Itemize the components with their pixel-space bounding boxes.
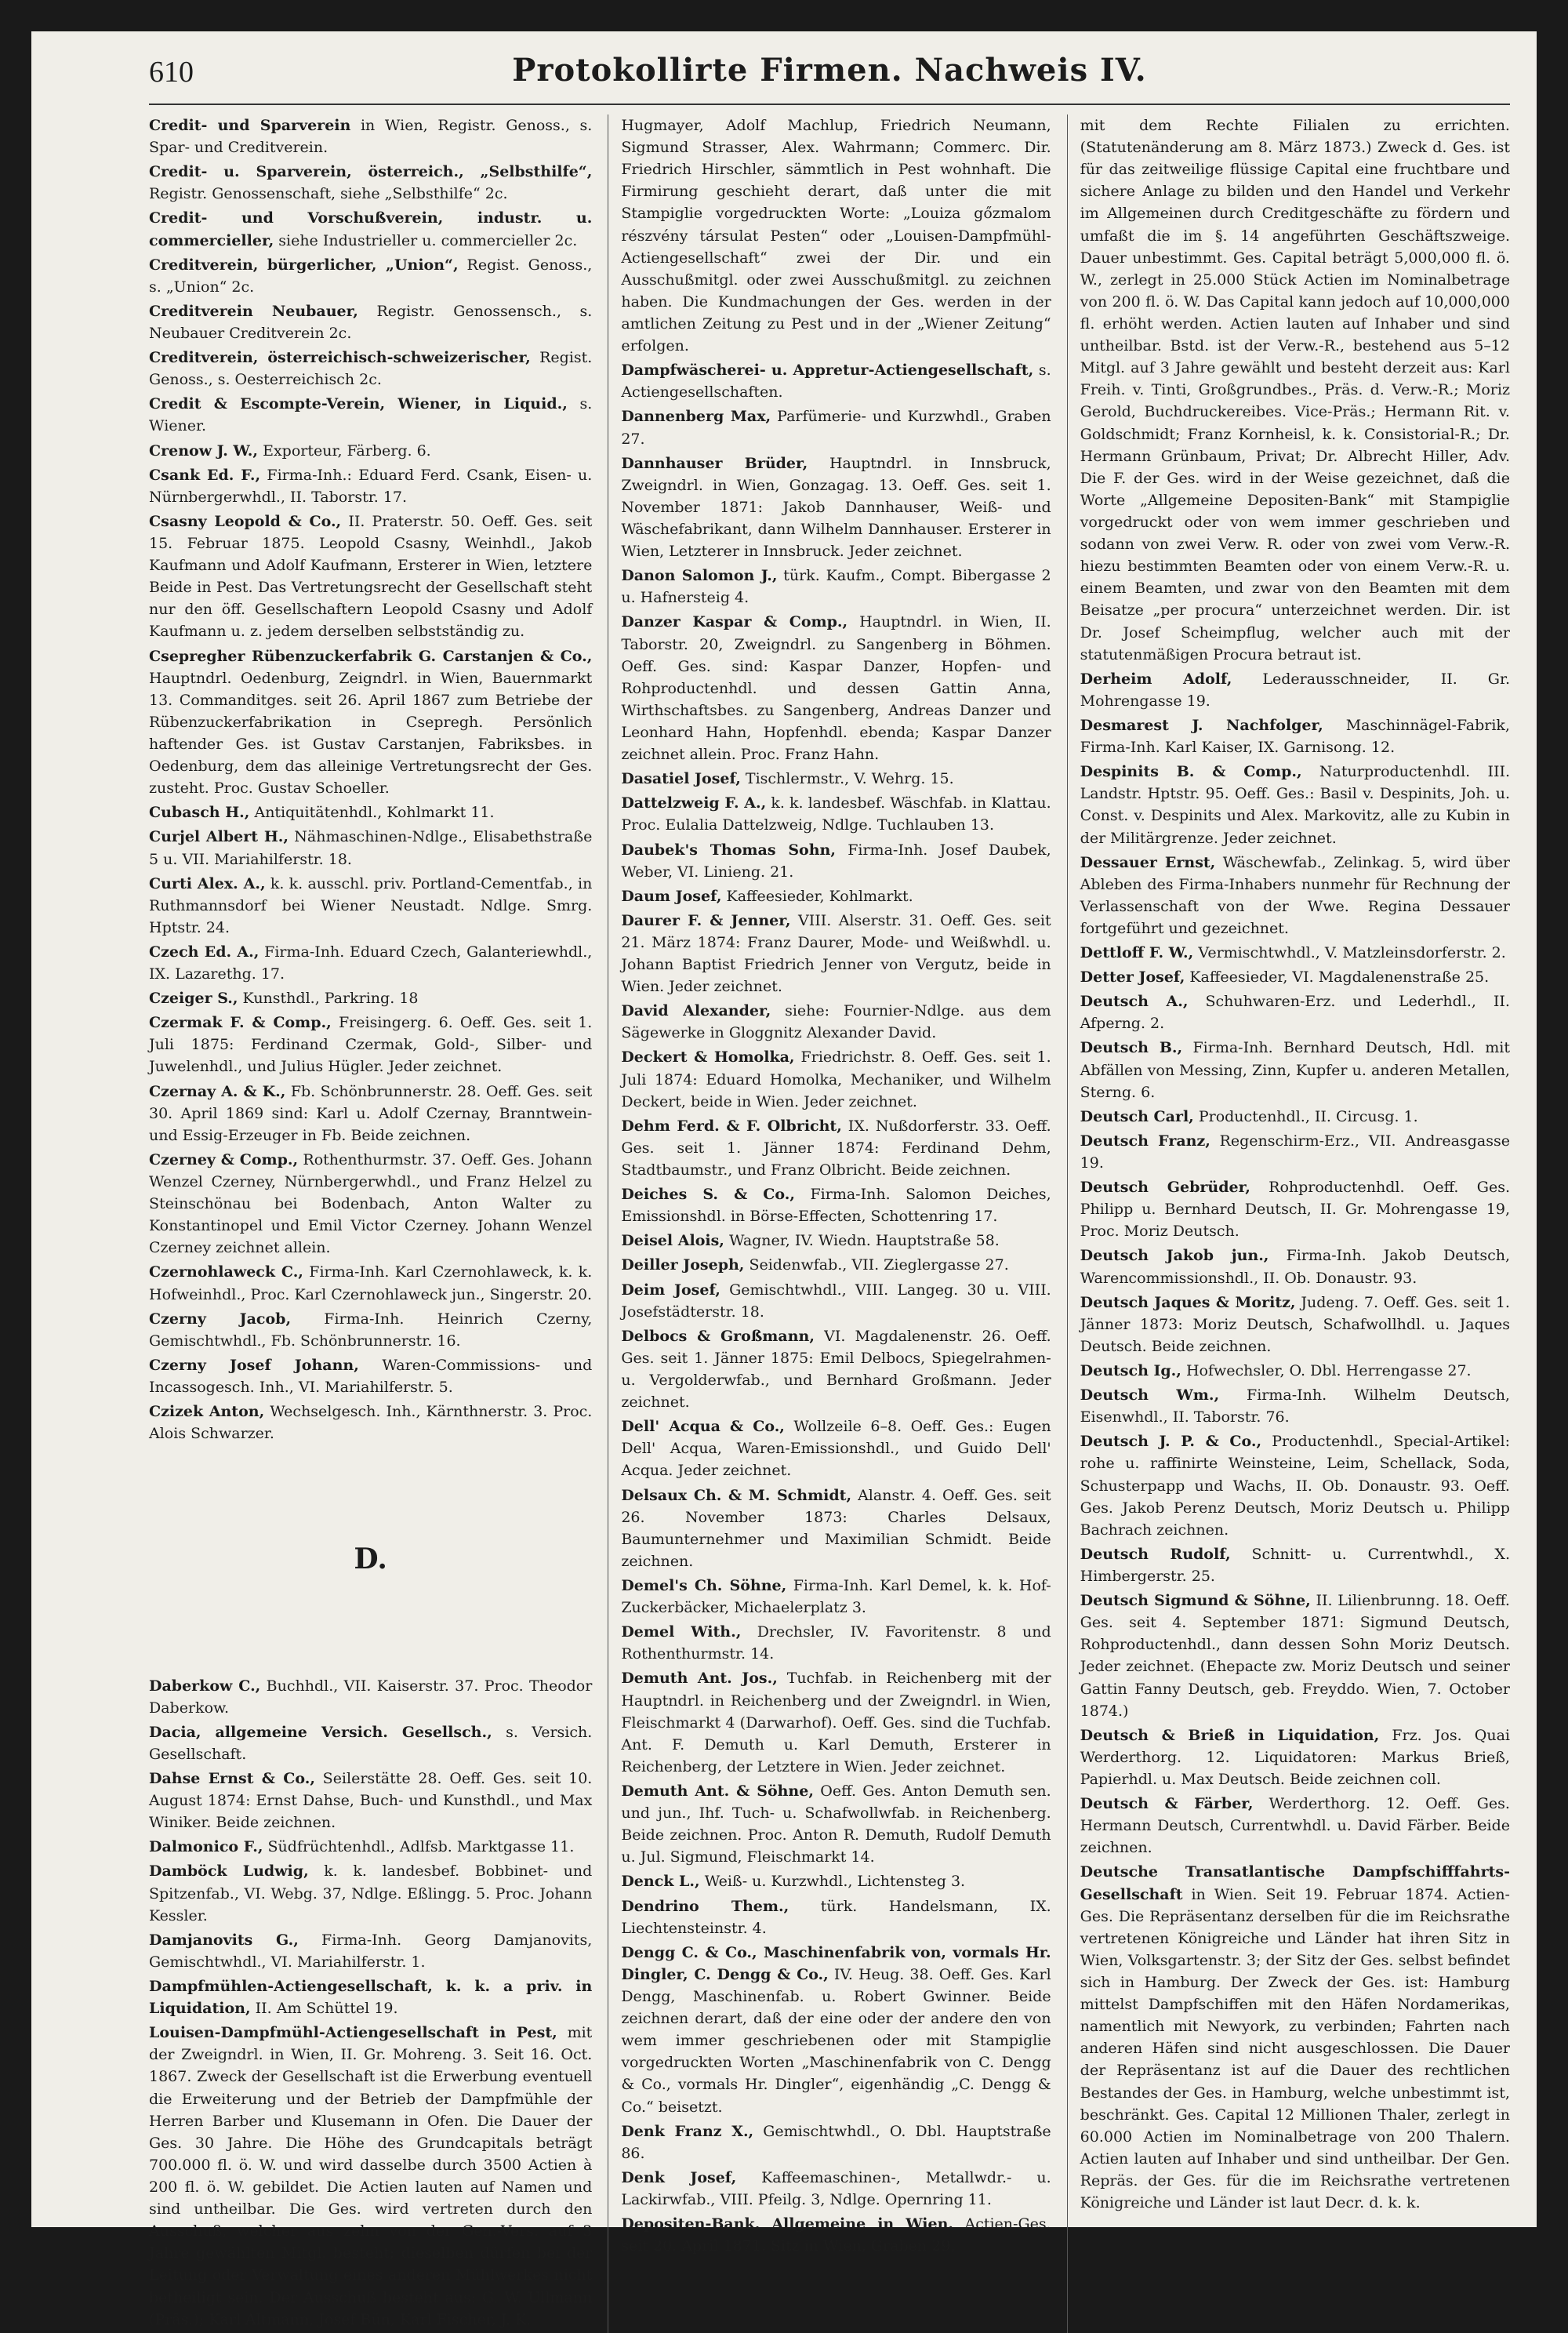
directory-entry (621, 910, 1051, 998)
entry-text: Tuchfab. in Reichenberg mit der Hauptndrl. in Reichenberg und der Zweigndrl. in Wien, Fleischmarkt 4 (Darwarhof). Oeff. Ges. sind die Tuchfab. Ant. F. Demuth u. Karl Demuth, Ersterer in Reichenberg, der Letztere in Wien. Jeder zeichnet. (621, 1670, 1051, 1775)
entry-text: Firma-Inh. Karl Demel, k. k. Hof-Zuckerbäcker, Michaelerplatz 3. (621, 1577, 1051, 1617)
directory-entry (149, 826, 592, 870)
entry-text: Buchhdl., VII. Kaiserstr. 37. Proc. Theodor Daberkow. (149, 1677, 593, 1717)
entry-firm-name: Deutsche Transatlantische Dampfschifffahrts-Gesellschaft (1080, 1863, 1510, 1903)
entry-firm-name: David Alexander, (621, 1002, 771, 1020)
entry-text: Kaffeesieder, VI. Magdalenenstraße 25. (1189, 968, 1490, 987)
directory-entry (1080, 668, 1510, 712)
entry-text: Parfümerie- und Kurzwhdl., Graben 27. (621, 408, 1051, 448)
entry-firm-name: Czech Ed. A., (149, 943, 260, 961)
entry-firm-name: Daubek's Thomas Sohn, (621, 841, 836, 859)
columns (149, 114, 1510, 2333)
directory-entry (149, 873, 592, 939)
entry-text: Antiquitätenhdl., Kohlmarkt 11. (254, 804, 495, 822)
directory-entry (621, 1942, 1051, 2118)
entry-firm-name: Curti Alex. A., (149, 874, 266, 892)
entry-firm-name: Daurer F. & Jenner, (621, 911, 791, 929)
entry-text: Productenhdl., II. Circusg. 1. (1198, 1107, 1418, 1125)
entry-firm-name: Dampfwäscherei- u. Appretur-Actiengesellschaft, (621, 362, 1034, 380)
entry-text: in Wien, Registr. Genoss., s. Spar- und Creditverein. (149, 117, 593, 157)
entry-firm-name: Credit- und Vorschußverein, industr. u. commercieller, (149, 209, 593, 249)
entry-firm-name: Czerny Josef Johann, (149, 1356, 359, 1374)
entry-text: Werderthorg. 12. Oeff. Ges. Hermann Deutsch, Currentwhdl. u. David Färber. Beide zeichnen. (1080, 1795, 1510, 1857)
entry-text: mit der Zweigndrl. in Wien, II. Gr. Mohreng. 3. Seit 16. Oct. 1867. Zweck der Gesellschaft ist die Erwerbung eventuell die Erweiterung und der Betrieb der Dampfmühle der Herren Barber und Klusemann in Ofen. Die Dauer der Ges. 30 Jahre. Die Höhe des Grundcapitals beträgt 700.000 fl. ö. W. und wird dasselbe durch 3500 Actien à 200 fl. ö. W. gebildet. Die Actien lauten auf Namen und sind untheilbar. Die Ges. wird vertreten durch den Ausschuß, welcher aus zehn von der Gen.-Vers. auf 3 Jahre gewählten Mitgl. besteht; dieselben dürfen bei der Leitung oder Verwaltung eines anderen Mühlwerkes nicht betheiligt sein. Der Ausschuß besteht aus: G. W. Ullmann (Präs.); Karl Altmann, Josef Bün, Karl Fischer, J. K. (149, 2024, 593, 2328)
directory-entry (621, 405, 1051, 449)
directory-entry (149, 941, 592, 985)
entry-text: Lederausschneider, II. Gr. Mohrengasse 19. (1080, 670, 1510, 710)
entry-text: Registr. Genossensch., s. Neubauer Creditverein 2c. (149, 302, 593, 342)
entry-firm-name: Creditverein, österreichisch-schweizerischer, (149, 349, 531, 367)
entry-firm-name: Dattelzweig F. A., (621, 794, 767, 812)
entry-firm-name: Daberkow C., (149, 1677, 261, 1695)
entry-firm-name: Dessauer Ernst, (1080, 853, 1216, 871)
entry-text: Friedrichstr. 8. Oeff. Ges. seit 1. Juli 1874: Eduard Homolka, Mechaniker, und Wilhelm Deckert, beide in Wien. Jeder zeichnet. (621, 1048, 1051, 1110)
directory-entry (621, 359, 1051, 403)
entry-firm-name: Deutsch B., (1080, 1039, 1183, 1057)
directory-entry (621, 839, 1051, 883)
directory-entry (149, 393, 592, 437)
directory-entry (1080, 1590, 1510, 1722)
entry-text: Weiß- u. Kurzwhdl., Lichtensteg 3. (704, 1873, 966, 1891)
entry-firm-name: Deutsch J. P. & Co., (1080, 1433, 1262, 1451)
entry-text: Schuhwaren-Erz. und Lederhdl., II. Afperng. 2. (1080, 993, 1510, 1033)
entry-text: Firma-Inh. Karl Czernohlaweck, k. k. Hofweinhdl., Proc. Karl Czernohlaweck jun., Singerstr. 20. (149, 1263, 593, 1303)
column-2 (608, 114, 1051, 2333)
directory-entry (621, 1046, 1051, 1112)
directory-entry (1080, 1176, 1510, 1242)
directory-entry (621, 792, 1051, 836)
directory-entry (621, 1895, 1051, 1939)
entry-firm-name: Derheim Adolf, (1080, 670, 1232, 688)
directory-entry (149, 1308, 592, 1352)
entry-text: Exporteur, Färberg. 6. (263, 442, 431, 460)
directory-entry (1080, 1360, 1510, 1382)
entry-firm-name: Deutsch & Brieß in Liquidation, (1080, 1726, 1380, 1744)
directory-entry (149, 987, 592, 1009)
directory-entry (621, 452, 1051, 563)
entry-text: Judeng. 7. Oeff. Ges. seit 1. Jänner 1873: Moriz Deutsch, Schafwollhdl. u. Jaques Deutsch. Beide zeichnen. (1080, 1293, 1510, 1355)
entry-firm-name: Depositen-Bank, Allgemeine in Wien. (621, 2215, 954, 2233)
entry-text: Productenhdl., Special-Artikel: rohe u. raffinirte Weinsteine, Leim, Schellack, Soda, Schusterpapp und Wachs, II. Ob. Donaustr. 93. Oeff. Ges. Jakob Perenz Deutsch, Moriz Deutsch u. Philipp Bachrach zeichnen. (1080, 1433, 1510, 1539)
column-3 (1067, 114, 1510, 2333)
entry-text: Seilerstätte 28. Oeff. Ges. seit 10. August 1874: Ernst Dahse, Buch- und Kunsthdl., und Max Winiker. Beide zeichnen. (149, 1770, 593, 1832)
entry-text: Drechsler, IV. Favoritenstr. 8 und Rothenthurmstr. 14. (621, 1623, 1051, 1663)
directory-entry (1080, 966, 1510, 988)
entry-firm-name: Deutsch Ig., (1080, 1362, 1181, 1380)
entry-firm-name: Damjanovits G., (149, 1931, 299, 1949)
directory-entry (1080, 852, 1510, 939)
entry-text: Firma-Inh. Josef Daubek, Weber, VI. Linieng. 21. (621, 841, 1051, 881)
entry-text: Alanstr. 4. Oeff. Ges. seit 26. November 1873: Charles Delsaux, Baumunternehmer und Maximilian Schmidt. Beide zeichnen. (621, 1486, 1051, 1570)
entry-text: Actien-Ges. seit 20. April 1871. Sitz in Wien, Graben 29, (621, 2215, 1051, 2255)
entry-firm-name: Detter Josef, (1080, 968, 1185, 987)
entry-firm-name: Deutsch Franz, (1080, 1132, 1210, 1150)
page-title: Protokollirte Firmen. Nachweis IV. (512, 52, 1147, 89)
directory-entry (621, 1575, 1051, 1619)
directory-entry (149, 464, 592, 508)
directory-entry (1080, 1292, 1510, 1357)
entry-firm-name: Dengg C. & Co., Maschinenfabrik von, vormals Hr. Dingler, C. Dengg & Co., (621, 1943, 1051, 1983)
entry-text: Rohproductenhdl. Oeff. Ges. Philipp u. Bernhard Deutsch, II. Gr. Mohrengasse 19, Proc. Moriz Deutsch. (1080, 1179, 1510, 1241)
directory-entry (621, 1667, 1051, 1778)
directory-entry (149, 511, 592, 643)
column-1 (149, 114, 592, 2333)
directory-entry (149, 1081, 592, 1147)
entry-text: Regenschirm-Erz., VII. Andreasgasse 19. (1080, 1132, 1510, 1172)
directory-entry (149, 2022, 592, 2331)
directory-entry (149, 1675, 592, 1719)
entry-firm-name: Demuth Ant. & Söhne, (621, 1782, 814, 1800)
entry-text: VI. Magdalenenstr. 26. Oeff. Ges. seit 1. Jänner 1875: Emil Delbocs, Spiegelrahmen- u. Vergolderwfab., und Bernhard Großmann. Jeder zeichnet. (621, 1327, 1051, 1412)
entry-text: Firma-Inh. Wilhelm Deutsch, Eisenwhdl., II. Taborstr. 76. (1080, 1386, 1510, 1426)
directory-entry (621, 2120, 1051, 2164)
directory-entry (149, 207, 592, 251)
entry-text: Wechselgesch. Inh., Kärnthnerstr. 3. Proc. Alois Schwarzer. (149, 1403, 593, 1443)
entry-firm-name: Creditverein Neubauer, (149, 302, 358, 320)
directory-entry (621, 611, 1051, 765)
entry-firm-name: Czernay A. & K., (149, 1082, 286, 1100)
entry-firm-name: Danzer Kaspar & Comp., (621, 613, 848, 631)
directory-entry (1080, 1861, 1510, 2214)
entry-firm-name: Deisel Alois, (621, 1232, 724, 1250)
entry-firm-name: Dacia, allgemeine Versich. Gesellsch., (149, 1723, 492, 1741)
entry-text: türk. Kaufm., Compt. Bibergasse 2 u. Hafnersteig 4. (621, 567, 1051, 607)
entry-text: Gemischtwhdl., O. Dbl. Hauptstraße 86. (621, 2122, 1051, 2162)
entry-text: Firma-Inh. Jakob Deutsch, Warencommissionshdl., II. Ob. Donaustr. 93. (1080, 1247, 1510, 1287)
entry-firm-name: Czerny Jacob, (149, 1310, 292, 1328)
directory-entry (149, 1768, 592, 1833)
entry-firm-name: Delbocs & Großmann, (621, 1327, 815, 1345)
directory-entry (621, 1183, 1051, 1227)
directory-entry (1080, 1793, 1510, 1859)
directory-entry (149, 254, 592, 298)
entry-firm-name: Demuth Ant. Jos., (621, 1670, 778, 1688)
entry-firm-name: Credit- und Sparverein (149, 117, 351, 134)
entry-firm-name: Deutsch Gebrüder, (1080, 1179, 1250, 1197)
directory-entry (149, 801, 592, 823)
entry-text: Gemischtwhdl., VIII. Langeg. 30 u. VIII. Josefstädterstr. 18. (621, 1281, 1051, 1321)
entry-text: Hugmayer, Adolf Machlup, Friedrich Neumann, Sigmund Strasser, Alex. Wahrmann; Commerc. Dir. Friedrich Hirschler, sämmtlich in Pest wohnhaft. Die Firmirung geschieht derart, daß unter die mit Stampiglie vorgedruckten Worte: „Louiza gőzmalom részvény társulat Pesten“ oder „Louisen-Dampfmühl-Actiengesellschaft“ zwei der Dir. und ein Ausschußmitgl. oder zwei Ausschußmitgl. zu zeichnen haben. Die Kundmachungen der Ges. werden in der amtlichen Zeitung zu Pest und in der „Wiener Zeitung“ erfolgen. (621, 117, 1051, 355)
entry-text: Firma-Inh. Eduard Czech, Galanteriewhdl., IX. Lazarethg. 17. (149, 943, 593, 983)
entry-text: Rothenthurmstr. 37. Oeff. Ges. Johann Wenzel Czerney, Nürnbergerwhdl., und Franz Helzel zu Steinschönau bei Bodenbach, Anton Walter zu Konstantinopel und Emil Victor Czerney. Johann Wenzel Czerney zeichnet allein. (149, 1150, 593, 1257)
entry-text: Firma-Inh. Salomon Deiches, Emissionshdl. in Börse-Effecten, Schottenring 17. (621, 1186, 1051, 1226)
directory-entry (149, 1401, 592, 1444)
entry-firm-name: Curjel Albert H., (149, 828, 289, 846)
entry-text: mit dem Rechte Filialen zu errichten. (Statutenänderung am 8. März 1873.) Zweck d. Ges. ist für das zeitweilige flüssige Capital eine fruchtbare und sichere Anlage zu bilden und den Handel und Verkehr im Allgemeinen durch Creditgeschäfte zu fördern und umfaßt die im §. 14 angeführten Geschäftszweige. Dauer unbestimmt. Ges. Capital beträgt 5,000,000 fl. ö. W., zerlegt in 25.000 Stück Actien im Nominalbetrage von 200 fl. ö. W. Das Capital kann jedoch auf 10,000,000 fl. erhöht werden. Actien lauten auf Inhaber und sind untheilbar. Bstd. ist der Verw.-R., bestehend aus 5–12 Mitgl. auf 3 Jahre gewählt und besteht derzeit aus: Karl Freih. v. Tinti, Großgrundbes., Präs. d. Verw.-R.; Moriz Gerold, Buchdruckereibes. Vice-Präs.; Hermann Rit. v. Goldschmidt; Franz Kornheisl, k. k. Consistorial-R.; Dr. Hermann Grünbaum, Privat; Dr. Albrecht Hiller, Adv. Die F. der Ges. wird in der Weise gezeichnet, daß die Worte „Allgemeine Depositen-Bank“ mit Stampiglie vorgedruckt oder von wem immer geschrieben und sodann von zwei Verw. R. oder von zwei vom Verw.-R. hiezu bestimmten Beamten oder von einem Verw.-R. u. einem Beamten, und zwar von den Beamten mit dem Beisatze „per procura“ unterzeichnet werden. Dir. ist Dr. Josef Scheimpflug, welcher auch mit der statutenmäßigen Procura betraut ist. (1080, 117, 1510, 663)
entry-firm-name: Denk Josef, (621, 2168, 737, 2186)
directory-entry (149, 114, 592, 158)
directory-entry (1080, 1384, 1510, 1428)
entry-text: Frz. Jos. Quai Werderthorg. 12. Liquidatoren: Markus Brieß, Papierhdl. u. Max Deutsch. Beide zeichnen coll. (1080, 1726, 1510, 1788)
directory-entry (149, 300, 592, 344)
entry-firm-name: Dahse Ernst & Co., (149, 1770, 315, 1788)
entry-text: Oeff. Ges. Anton Demuth sen. und jun., Ihf. Tuch- u. Schafwollwfab. in Reichenberg. Beide zeichnen. Proc. Anton R. Demuth, Rudolf Demuth u. Jul. Sigmund, Fleischmarkt 14. (621, 1782, 1051, 1866)
entry-firm-name: Deutsch Rudolf, (1080, 1545, 1231, 1563)
entry-firm-name: Cubasch H., (149, 804, 250, 822)
entry-text: Kunsthdl., Parkring. 18 (242, 990, 419, 1008)
directory-entry (621, 1115, 1051, 1181)
entry-text: Maschinnägel-Fabrik, Firma-Inh. Karl Kaiser, IX. Garnisong. 12. (1080, 716, 1510, 757)
entry-text: VIII. Alserstr. 31. Oeff. Ges. seit 21. März 1874: Franz Daurer, Mode- und Weißwhdl. u. Johann Baptist Friedrich Jenner von Vergutz, beide in Wien. Jeder zeichnet. (621, 911, 1051, 996)
directory-entry (149, 1354, 592, 1398)
entry-firm-name: Desmarest J. Nachfolger, (1080, 716, 1323, 734)
directory-entry (149, 440, 592, 462)
entry-firm-name: Deutsch Jakob jun., (1080, 1247, 1269, 1265)
directory-entry (149, 1929, 592, 1973)
entry-firm-name: Czizek Anton, (149, 1403, 265, 1421)
directory-entry (149, 161, 592, 205)
entry-text: Hauptndrl. Oedenburg, Zeigndrl. in Wien, Bauernmarkt 13. Commanditges. seit 26. April 1867 zum Betriebe der Rübenzuckerfabrikation in Csepregh. Persönlich haftender Ges. ist Gustav Carstanjen, Fabriksbes. in Oedenburg, dem das alleinige Vertretungsrecht der Ges. zusteht. Proc. Gustav Schoeller. (149, 669, 593, 798)
directory-entry (1080, 1106, 1510, 1128)
entry-firm-name: Csasny Leopold & Co., (149, 512, 342, 530)
entry-text: siehe: Fournier-Ndlge. aus dem Sägewerke in Gloggnitz Alexander David. (621, 1002, 1051, 1042)
entry-firm-name: Dasatiel Josef, (621, 770, 741, 788)
entry-text: Firma-Inh. Bernhard Deutsch, Hdl. mit Abfällen von Messing, Zinn, Kupfer u. anderen Metallen, Sterng. 6. (1080, 1039, 1510, 1101)
directory-entry (1080, 1037, 1510, 1103)
entry-text: Hauptndrl. in Innsbruck, Zweigndrl. in Wien, Gonzagag. 13. Oeff. Ges. seit 1. November 1871: Jakob Dannhauser, Weiß- und Wäschefabrikant, dann Wilhelm Dannhauser. Ersterer in Wien, Letzterer in Innsbruck. Jeder zeichnet. (621, 454, 1051, 561)
entry-text: II. Am Schüttel 19. (255, 2000, 398, 2018)
entry-text: II. Lilienbrunng. 18. Oeff. Ges. seit 4. September 1871: Sigmund Deutsch, Rohproductenhdl., dann dessen Sohn Moriz Deutsch. Jeder zeichnet. (Ehepacte zw. Moriz Deutsch und seiner Gattin Fanny Deutsch, geb. Freyddo. Wien, 7. October 1874.) (1080, 1592, 1510, 1720)
entry-firm-name: Creditverein, bürgerlicher, „Union“, (149, 256, 459, 274)
directory-entry (1080, 1430, 1510, 1541)
entry-firm-name: Deiller Joseph, (621, 1256, 745, 1274)
entry-firm-name: Delsaux Ch. & M. Schmidt, (621, 1486, 852, 1504)
directory-entry (621, 1415, 1051, 1481)
directory-entry (149, 1721, 592, 1765)
entry-text: Wäschewfab., Zelinkag. 5, wird über Ableben des Firma-Inhabers nunmehr für Rechnung der Verlassenschaft von der Wwe. Regina Dessauer fortgeführt und gezeichnet. (1080, 853, 1510, 937)
entry-firm-name: Deiches S. & Co., (621, 1186, 795, 1204)
entry-text: in Wien. Seit 19. Februar 1874. Actien-Ges. Die Repräsentanz derselben für die im Reichsrathe vertretenen Königreiche und Länder hat ihren Sitz in Wien, Volksgartenstr. 3; der Sitz der Ges. selbst befindet sich in Hamburg. Der Zweck der Ges. ist: Hamburg mittelst Dampfschiffen mit den Häfen Nordamerikas, namentlich mit Newyork, zu verbinden; Fahrten nach anderen Häfen sind nicht ausgeschlossen. Die Dauer der Repräsentanz ist auf die Dauer des rechtlichen Bestandes der Ges. in Hamburg, welche unbestimmt ist, beschränkt. Ges. Capital 12 Millionen Thaler, zerlegt in 60.000 Actien im Nominalbetrage von 200 Thalern. Actien lauten auf Inhaber und sind untheilbar. Der Gen. Repräs. der Ges. für die im Reichsrathe vertretenen Königreiche und Länder ist laut Decr. d. k. k. (1080, 1885, 1510, 2212)
directory-entry (621, 1230, 1051, 1252)
entry-firm-name: Damböck Ludwig, (149, 1862, 309, 1881)
directory-entry (1080, 114, 1510, 666)
entry-firm-name: Deutsch A., (1080, 993, 1189, 1011)
entry-firm-name: Dannhauser Brüder, (621, 454, 808, 472)
directory-entry (621, 1870, 1051, 1892)
directory-entry (1080, 1724, 1510, 1790)
entry-firm-name: Credit- u. Sparverein, österreich., „Selbsthilfe“, (149, 163, 593, 181)
entry-firm-name: Czeiger S., (149, 990, 238, 1008)
directory-entry (621, 1484, 1051, 1572)
entry-firm-name: Denk Franz X., (621, 2122, 754, 2140)
entry-text: Wagner, IV. Wiedn. Hauptstraße 58. (728, 1232, 1000, 1250)
entry-text: Nähmaschinen-Ndlge., Elisabethstraße 5 u. VII. Mariahilferstr. 18. (149, 828, 593, 868)
entry-firm-name: Czerney & Comp., (149, 1150, 299, 1168)
directory-entry (1080, 990, 1510, 1034)
entry-text: Firma-Inh.: Eduard Ferd. Csank, Eisen- u. Nürnbergerwhdl., II. Taborstr. 17. (149, 466, 593, 506)
directory-entry (621, 1780, 1051, 1868)
directory-entry (1080, 1130, 1510, 1174)
directory-entry (149, 645, 592, 800)
entry-text: Firma-Inh. Heinrich Czerny, Gemischtwhdl., Fb. Schönbrunnerstr. 16. (149, 1310, 593, 1350)
entry-text: Wollzeile 6–8. Oeff. Ges.: Eugen Dell' Acqua, Waren-Emissionshdl., und Guido Dell' Acqua. Jeder zeichnet. (621, 1418, 1051, 1480)
entry-firm-name: Credit & Escompte-Verein, Wiener, in Liquid., (149, 395, 568, 413)
directory-entry (1080, 1245, 1510, 1288)
entry-firm-name: Csepregher Rübenzuckerfabrik G. Carstanjen & Co., (149, 647, 593, 665)
directory-entry (149, 1149, 592, 1259)
directory-entry (621, 1621, 1051, 1665)
entry-text: türk. Handelsmann, IX. Liechtensteinstr. 4. (621, 1897, 1051, 1937)
entry-firm-name: Dannenberg Max, (621, 408, 771, 426)
entry-text: k. k. landesbef. Wäschfab. in Klattau. Proc. Eulalia Dattelzweig, Ndlge. Tuchlauben 13. (621, 794, 1051, 834)
entry-firm-name: Dettloff F. W., (1080, 944, 1194, 962)
directory-entry (149, 1836, 592, 1858)
entry-firm-name: Danon Salomon J., (621, 567, 778, 585)
entry-text: Registr. Genossenschaft, siehe „Selbsthilfe“ 2c. (149, 185, 508, 203)
entry-firm-name: Deutsch & Färber, (1080, 1795, 1254, 1813)
entry-text: k. k. landesbef. Bobbinet- und Spitzenfab., VI. Webg. 37, Ndlge. Eßlingg. 5. Proc. Johann Kessler. (149, 1862, 593, 1924)
entry-firm-name: Dell' Acqua & Co., (621, 1418, 785, 1436)
entry-firm-name: Dampfmühlen-Actiengesellschaft, k. k. a priv. in Liquidation, (149, 1978, 593, 2018)
entry-text: Schnitt- u. Currentwhdl., X. Himbergerstr. 25. (1080, 1545, 1510, 1585)
directory-entry (1080, 942, 1510, 964)
directory-entry (621, 1279, 1051, 1323)
directory-entry (1080, 714, 1510, 758)
entry-text: Tischlermstr., V. Wehrg. 15. (745, 770, 954, 788)
entry-text: Hofwechsler, O. Dbl. Herrengasse 27. (1185, 1362, 1472, 1380)
entry-text: Südfrüchtenhdl., Adlfsb. Marktgasse 11. (267, 1838, 575, 1856)
entry-text: Kaffeemaschinen-, Metallwdr.- u. Lackirwfab., VIII. Pfeilg. 3, Ndlge. Opernring 11. (621, 2168, 1051, 2208)
directory-entry (149, 1975, 592, 2019)
entry-firm-name: Louisen-Dampfmühl-Actiengesellschaft in Pest, (149, 2024, 557, 2042)
entry-firm-name: Deutsch Jaques & Moritz, (1080, 1293, 1296, 1311)
entry-firm-name: Deckert & Homolka, (621, 1048, 795, 1067)
directory-entry (621, 114, 1051, 357)
entry-text: Vermischtwhdl., V. Matzleinsdorferstr. 2. (1198, 944, 1506, 962)
page-number: 610 (149, 56, 194, 89)
entry-firm-name: Crenow J. W., (149, 442, 259, 460)
entry-text: IX. Nußdorferstr. 33. Oeff. Ges. seit 1. Jänner 1874: Ferdinand Dehm, Stadtbaumstr., und Franz Olbricht. Beide zeichnen. (621, 1117, 1051, 1179)
directory-entry (621, 2167, 1051, 2211)
entry-firm-name: Denck L., (621, 1873, 700, 1891)
directory-entry (1080, 1543, 1510, 1587)
directory-entry (621, 768, 1051, 790)
entry-firm-name: Dehm Ferd. & F. Olbricht, (621, 1117, 842, 1135)
entry-text: Kaffeesieder, Kohlmarkt. (726, 887, 913, 905)
entry-firm-name: Deutsch Carl, (1080, 1107, 1194, 1125)
directory-entry (149, 1860, 592, 1926)
directory-entry (621, 1254, 1051, 1276)
entry-firm-name: Daum Josef, (621, 887, 722, 905)
entry-firm-name: Demel's Ch. Söhne, (621, 1577, 787, 1594)
directory-entry (621, 2213, 1051, 2257)
directory-entry (621, 1325, 1051, 1413)
entry-text: Regist. Genoss., s. „Union“ 2c. (149, 256, 593, 296)
directory-entry (1080, 761, 1510, 849)
entry-firm-name: Czermak F. & Comp., (149, 1014, 332, 1032)
page-header (149, 49, 1510, 105)
directory-page (31, 31, 1537, 2328)
entry-text: Freisingerg. 6. Oeff. Ges. seit 1. Juli 1875: Ferdinand Czermak, Gold-, Silber- und Juwelenhdl., und Julius Hügler. Jeder zeichnet. (149, 1014, 593, 1076)
entry-text: s. Actiengesellschaften. (621, 362, 1051, 402)
entry-text: Naturproductenhdl. III. Landstr. Hptstr. 95. Oeff. Ges.: Basil v. Despinits, Joh. u. Const. v. Despinits und Alex. Markovitz, alle zu Kubin in der Militärgrenze. Jeder zeichnet. (1080, 763, 1510, 847)
entry-text: Firma-Inh. Georg Damjanovits, Gemischtwhdl., VI. Mariahilferstr. 1. (149, 1931, 593, 1971)
directory-entry (621, 1000, 1051, 1044)
entry-text: II. Praterstr. 50. Oeff. Ges. seit 15. Februar 1875. Leopold Csasny, Weinhdl., Jakob Kaufmann und Adolf Kaufmann, Ersterer in Wien, letztere Beide in Pest. Das Vertretungsrecht der Gesellschaft steht nur den öff. Gesellschaftern Leopold Csasny und Adolf Kaufmann u. z. jedem derselben selbstständig zu. (149, 512, 593, 641)
entry-firm-name: Deutsch Sigmund & Söhne, (1080, 1592, 1311, 1610)
entry-text: s. Versich. Gesellschaft. (149, 1723, 593, 1763)
entry-firm-name: Deim Josef, (621, 1281, 720, 1299)
entry-text: Regist. Genoss., s. Oesterreichisch 2c. (149, 349, 593, 389)
entry-firm-name: Despinits B. & Comp., (1080, 763, 1302, 781)
entry-firm-name: Csank Ed. F., (149, 466, 261, 484)
entry-text: s. Wiener. (149, 395, 593, 435)
section-letter-heading: D. (354, 1543, 387, 1576)
directory-entry (149, 347, 592, 391)
directory-entry (621, 885, 1051, 907)
entry-firm-name: Demel With., (621, 1623, 742, 1641)
entry-firm-name: Dalmonico F., (149, 1838, 263, 1856)
entry-text: Seidenwfab., VII. Zieglergasse 27. (749, 1256, 1009, 1274)
entry-text: IV. Heug. 38. Oeff. Ges. Karl Dengg, Maschinenfab. u. Robert Gwinner. Beide zeichnen derart, daß der eine oder der andere den von wem immer geschriebenen oder mit Stampiglie vorgedruckten Worten „Maschinenfabrik von C. Dengg & Co., vormals Hr. Dingler“, eigenhändig „C. Dengg & Co.“ beisetzt. (621, 1965, 1051, 2116)
entry-firm-name: Czernohlaweck C., (149, 1263, 303, 1281)
entry-text: k. k. ausschl. priv. Portland-Cementfab., in Ruthmannsdorf bei Wiener Neustadt. Ndlge. Smrg. Hptstr. 24. (149, 874, 593, 936)
directory-entry (621, 565, 1051, 609)
entry-text: siehe Industrieller u. commercieller 2c. (278, 231, 578, 249)
directory-entry (149, 1261, 592, 1305)
entry-text: Waren-Commissions- und Incassogesch. Inh., VI. Mariahilferstr. 5. (149, 1356, 593, 1397)
entry-firm-name: Deutsch Wm., (1080, 1386, 1220, 1405)
directory-entry (149, 1012, 592, 1077)
entry-firm-name: Dendrino Them., (621, 1897, 789, 1915)
entry-text: Hauptndrl. in Wien, II. Taborstr. 20, Zweigndrl. zu Sangenberg in Böhmen. Oeff. Ges. sind: Kaspar Danzer, Hopfen- und Rohproductenhdl. und dessen Gattin Anna, Wirthschaftsbes. zu Sangenberg, Andreas Danzer und Leonhard Hahn, Hopfenhdl. ebenda; Kaspar Danzer zeichnet allein. Proc. Franz Hahn. (621, 613, 1051, 764)
entry-text: Fb. Schönbrunnerstr. 28. Oeff. Ges. seit 30. April 1869 sind: Karl u. Adolf Czernay, Branntwein- und Essig-Erzeuger in Fb. Beide zeichnen. (149, 1082, 593, 1144)
